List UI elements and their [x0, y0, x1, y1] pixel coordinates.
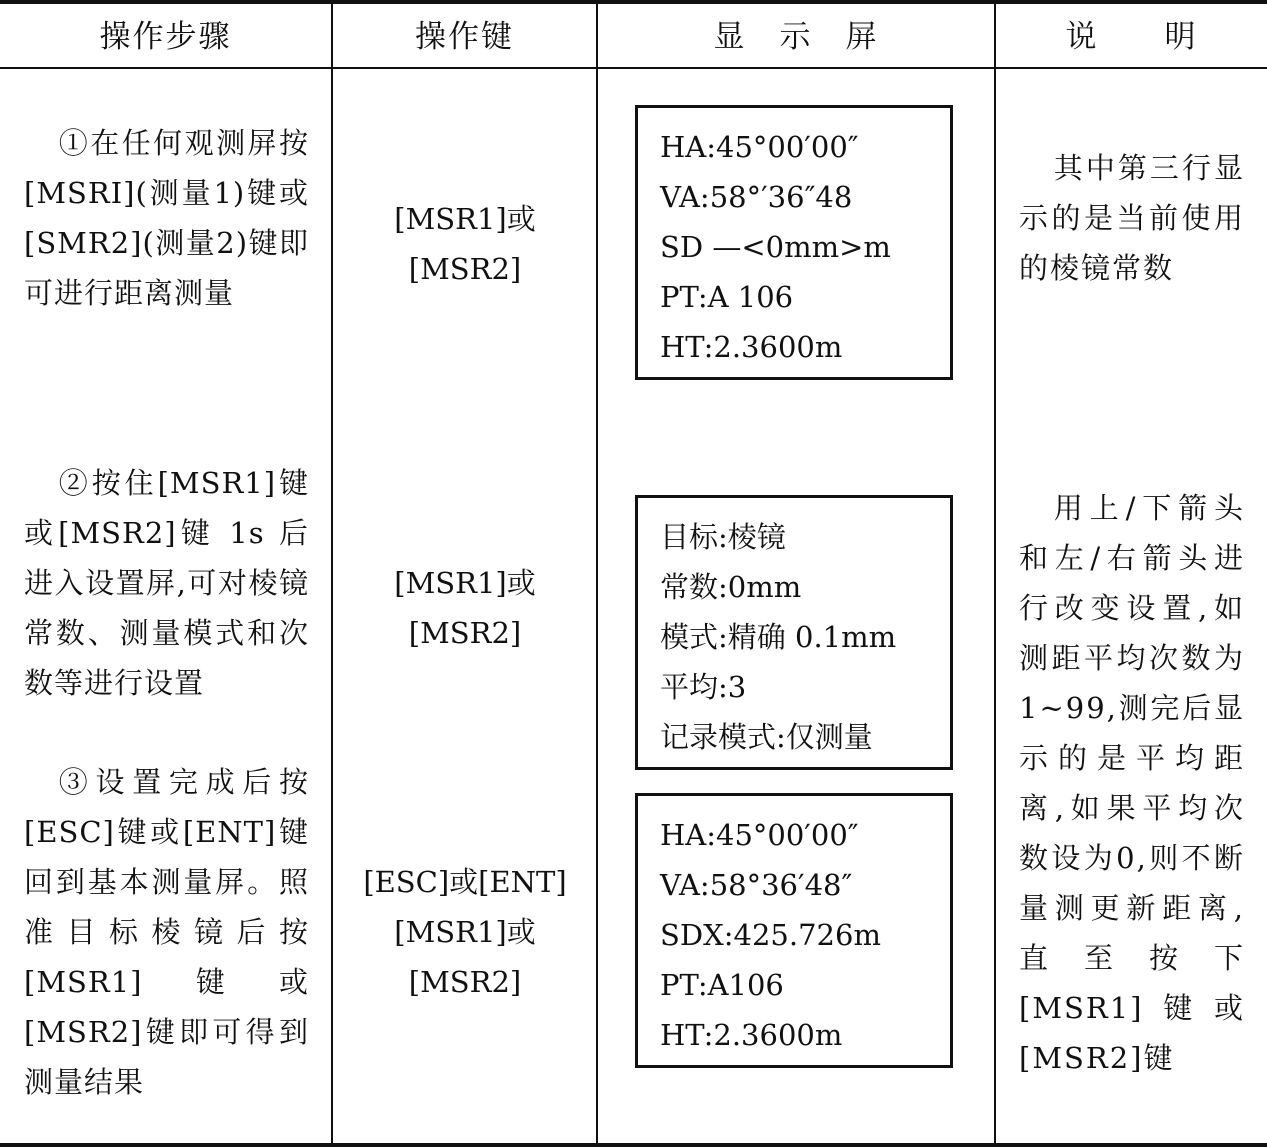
step-2-key-line: [MSR1]或 — [394, 566, 536, 600]
step-1-key-line: [MSR1]或 — [394, 202, 536, 236]
header-divider — [0, 67, 1267, 69]
step-3-key-line: [ESC]或[ENT] — [363, 865, 567, 899]
column-divider-2 — [596, 3, 598, 1146]
step-3-keys — [334, 857, 596, 1007]
top-border — [0, 0, 1267, 4]
note-2-text: 用上/下箭头和左/右箭头进行改变设置,如测距平均次数为1~99,测完后显示的是平均距离,如果平均次数设为0,则不断量测更新距离,直至按下[MSR1]键或[MSR2]键 — [1019, 491, 1245, 1075]
screen-line: HA:45°00′00″ — [660, 130, 859, 164]
step-1-text: ①在任何观测屏按[MSRI](测量1)键或[SMR2](测量2)键即可进行距离测量 — [24, 126, 309, 310]
screen-line: SDX:425.726m — [660, 918, 881, 952]
display-screen-1 — [635, 105, 953, 380]
screen-line: VA:58°36′48″ — [660, 868, 853, 902]
column-divider-1 — [331, 3, 333, 1146]
screen-line: VA:58°′36″48 — [660, 180, 853, 214]
step-3-key-line: [MSR2] — [408, 965, 522, 999]
screen-line: 平均:3 — [660, 670, 747, 704]
step-1-key-line: [MSR2] — [408, 252, 522, 286]
step-3-text: ③设置完成后按[ESC]键或[ENT]键回到基本测量屏。照准目标棱镜后按[MSR1]键或[MSR2]键即可得到测量结果 — [24, 765, 309, 1099]
header-screen: 显 示 屏 — [713, 19, 879, 55]
display-screen-2 — [635, 495, 953, 770]
header-notes: 说 明 — [1065, 19, 1198, 55]
step-1-keys — [334, 194, 596, 294]
screen-line: 常数:0mm — [660, 570, 802, 604]
screen-line: HA:45°00′00″ — [660, 818, 859, 852]
step-2-text: ②按住[MSR1]键或[MSR2]键 1s 后进入设置屏,可对棱镜常数、测量模式和次数等进行设置 — [24, 466, 309, 700]
header-steps: 操作步骤 — [99, 19, 232, 55]
note-1-text: 其中第三行显示的是当前使用的棱镜常数 — [1019, 151, 1245, 285]
screen-line: PT:A 106 — [660, 280, 794, 314]
screen-line: SD —<0mm>m — [660, 230, 891, 264]
column-divider-3 — [994, 3, 996, 1146]
display-screen-3 — [635, 793, 953, 1068]
screen-line: 目标:棱镜 — [660, 520, 786, 554]
step-2-key-line: [MSR2] — [408, 616, 522, 650]
screen-line: 模式:精确 0.1mm — [660, 620, 897, 654]
screen-line: HT:2.3600m — [660, 1018, 843, 1052]
screen-line: HT:2.3600m — [660, 330, 843, 364]
step-3-key-line: [MSR1]或 — [394, 915, 536, 949]
screen-line: PT:A106 — [660, 968, 784, 1002]
step-2-keys — [334, 558, 596, 658]
screen-line: 记录模式:仅测量 — [660, 720, 873, 754]
header-keys: 操作键 — [415, 19, 514, 55]
bottom-border — [0, 1143, 1267, 1147]
